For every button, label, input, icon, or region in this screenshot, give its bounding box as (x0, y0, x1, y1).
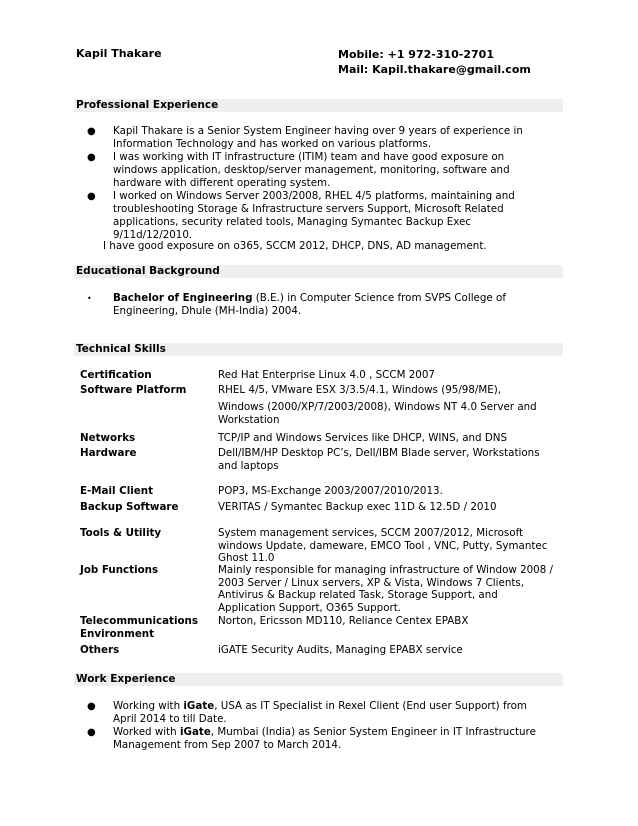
email-address: Mail: Kapil.thakare@gmail.com (338, 63, 531, 76)
work-list (87, 700, 543, 752)
bullet-icon: ● (87, 701, 96, 712)
candidate-name: Kapil Thakare (76, 47, 162, 60)
list-item: • Bachelor of Engineering (B.E.) in Computer Science from SVPS College of Engineering, Dhule (MH-India) 2004. (87, 292, 506, 317)
list-item: ● I was working with IT infrastructure (ITIM) team and have good exposure on windows application, desktop/server management, monitoring, software and hardware with different operating system. (87, 151, 510, 189)
list-item: ● Working with iGate, USA as IT Specialist in Rexel Client (End user Support) from April 2014 to till Date. (87, 700, 527, 725)
section-professional-experience (74, 99, 563, 112)
professional-extra: I have good exposure on o365, SCCM 2012, DHCP, DNS, AD management. (103, 240, 487, 252)
section-title: Professional Experience (76, 99, 219, 111)
bullet-icon: ● (87, 126, 96, 137)
list-item: ● Worked with iGate, Mumbai (India) as Senior System Engineer in IT Infrastructure Management from Sep 2007 to March 2014. (87, 726, 536, 751)
list-item: ● Kapil Thakare is a Senior System Engineer having over 9 years of experience in Information Technology and has worked on various platforms. (87, 125, 523, 150)
contact-block (338, 47, 531, 77)
section-educational-background (74, 265, 563, 278)
bullet-icon: ● (87, 191, 96, 202)
list-item: ● I worked on Windows Server 2003/2008, RHEL 4/5 platforms, maintaining and troubleshooting Storage & Infrastructure servers Support, Microsoft Related applications, security related tools, Managing Symantec Backup Exec 9/11d/12/2010. (87, 190, 515, 241)
education-list (87, 292, 533, 318)
section-title: Educational Background (76, 265, 220, 277)
bullet-icon: ● (87, 727, 96, 738)
mobile-number: Mobile: +1 972-310-2701 (338, 48, 494, 61)
bullet-icon: • (87, 294, 92, 303)
bullet-icon: ● (87, 152, 96, 163)
section-work-experience (74, 673, 563, 686)
section-title: Technical Skills (76, 343, 166, 355)
section-title: Work Experience (76, 673, 176, 685)
professional-list (87, 125, 533, 242)
section-technical-skills (74, 343, 563, 356)
